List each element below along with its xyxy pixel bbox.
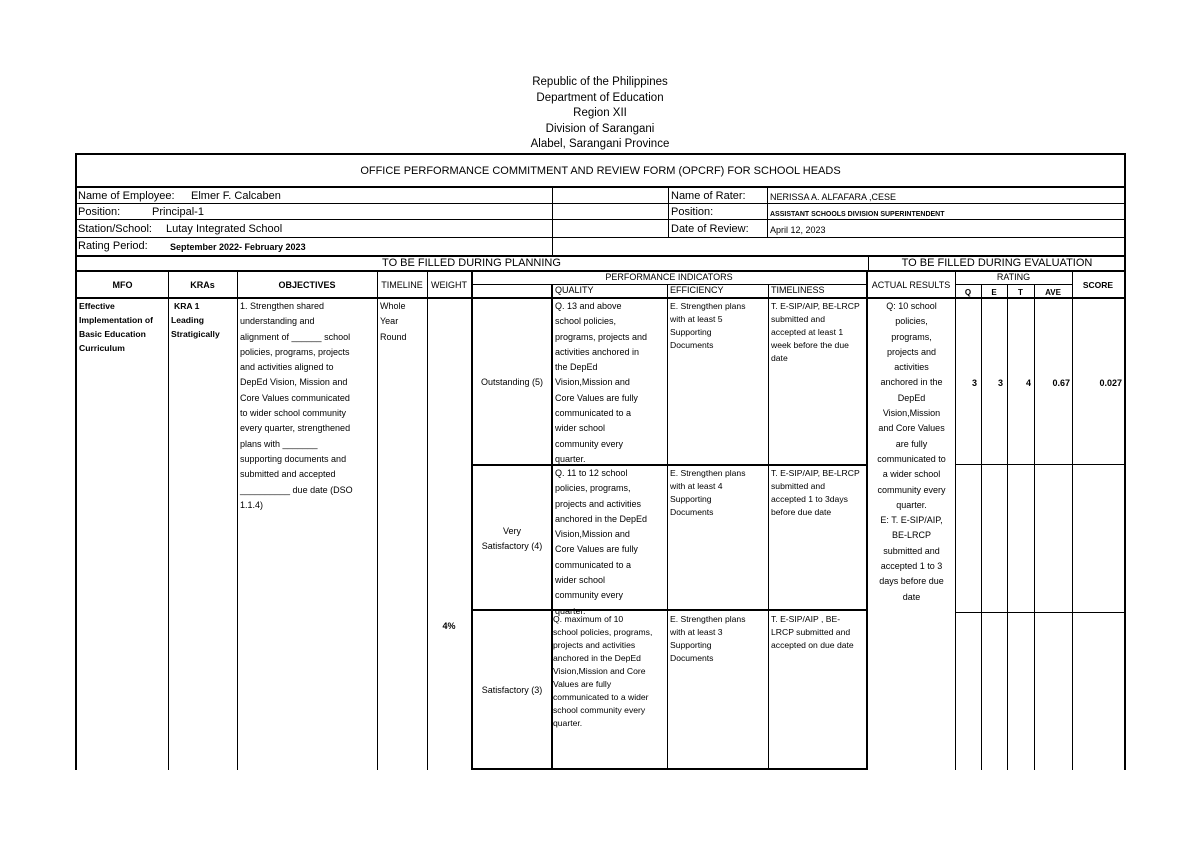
- col-timeline: TIMELINE: [381, 280, 423, 290]
- col-rating: RATING: [996, 272, 1031, 282]
- actual-results-cell: Q: 10 school policies, programs, projects and activities anchored in the DepEd Vision,Mission and Core Values are fully communicated to a wider school community every quarter. E: T. E-SIP/AIP, BE-LRCP submitted and accepted 1 to 3 days before due date: [877, 301, 946, 602]
- timeline-cell: Whole Year Round: [380, 301, 407, 342]
- col-quality: QUALITY: [555, 285, 594, 295]
- station-label: Station/School:: [78, 223, 152, 235]
- mfo-cell: Effective Implementation of Basic Education Curriculum: [79, 301, 154, 353]
- col-weight: WEIGHT: [431, 280, 467, 290]
- col-q: Q: [964, 288, 972, 297]
- rating-t-value: 4: [1025, 378, 1031, 388]
- weight-value: 4%: [442, 621, 456, 631]
- col-actual-results: ACTUAL RESULTS: [871, 280, 951, 290]
- header-department: Department of Education: [536, 91, 664, 104]
- kra-cell: KRA 1 Leading Stratigically: [171, 301, 220, 339]
- outstanding-efficiency: E. Strengthen plans with at least 5 Supporting Documents: [670, 301, 746, 350]
- very-satisfactory-efficiency: E. Strengthen plans with at least 4 Supporting Documents: [670, 468, 746, 517]
- col-t: T: [1018, 288, 1023, 297]
- outstanding-timeliness: T. E-SIP/AIP, BE-LRCP submitted and accepted at least 1 week before the due date: [771, 301, 860, 363]
- col-mfo: MFO: [112, 280, 133, 290]
- col-efficiency: EFFICIENCY: [670, 285, 724, 295]
- col-e: E: [991, 288, 997, 297]
- header-division: Division of Sarangani: [545, 122, 655, 135]
- rating-period-value: September 2022- February 2023: [170, 242, 306, 252]
- review-date-value: April 12, 2023: [770, 225, 826, 235]
- level-very-satisfactory-label: Very Satisfactory (4): [481, 526, 543, 552]
- col-ave: AVE: [1045, 288, 1061, 297]
- rating-e-value: 3: [997, 378, 1003, 388]
- document-header: [0, 75, 1200, 153]
- col-score: SCORE: [1082, 280, 1114, 290]
- satisfactory-timeliness: T. E-SIP/AIP , BE- LRCP submitted and accepted on due date: [771, 614, 854, 650]
- header-province: Alabel, Sarangani Province: [530, 138, 670, 150]
- very-satisfactory-timeliness: T. E-SIP/AIP, BE-LRCP submitted and accepted 1 to 3days before due date: [771, 468, 860, 517]
- score-value: 0.027: [1099, 378, 1122, 388]
- station-value: Lutay Integrated School: [166, 223, 283, 235]
- col-performance-indicators: PERFORMANCE INDICATORS: [605, 272, 733, 282]
- rating-ave-value: 0.67: [1052, 378, 1070, 388]
- review-date-label: Date of Review:: [671, 223, 749, 235]
- employee-label: Name of Employee:: [78, 190, 175, 202]
- evaluation-section-label: TO BE FILLED DURING EVALUATION: [901, 257, 1093, 269]
- satisfactory-efficiency: E. Strengthen plans with at least 3 Supporting Documents: [670, 614, 746, 663]
- col-kras: KRAs: [190, 280, 215, 290]
- employee-value: Elmer F. Calcaben: [191, 190, 281, 202]
- objectives-cell: 1. Strengthen shared understanding and alignment of ______ school policies, programs, projects and activities aligned to DepEd Vision, Mission and Core Values communicated to wider school community every quarter, strengthened plans with _______ supporting documents and submitted and accepted __________ due date (DSO 1.1.4): [240, 301, 353, 510]
- position-value: Principal-1: [152, 206, 204, 218]
- rater-label: Name of Rater:: [671, 190, 746, 202]
- satisfactory-quality: Q. maximum of 10 school policies, programs, projects and activities anchored in the DepEd Vision,Mission and Core Values are fully communicated to a wider school community every quarter.: [553, 614, 653, 728]
- header-region: Region XII: [573, 107, 627, 119]
- position-label: Position:: [78, 206, 121, 218]
- rater-position-value: ASSISTANT SCHOOLS DIVISION SUPERINTENDENT: [770, 211, 945, 218]
- level-satisfactory-label: Satisfactory (3): [481, 685, 543, 695]
- col-objectives: OBJECTIVES: [278, 280, 336, 290]
- very-satisfactory-quality: Q. 11 to 12 school policies, programs, projects and activities anchored in the DepEd Vision,Mission and Core Values are fully communicated to a wider school community every: [555, 468, 648, 601]
- rating-period-label: Rating Period:: [78, 240, 148, 252]
- rater-position-label: Position:: [671, 206, 714, 218]
- rater-value: NERISSA A. ALFAFARA ,CESE: [770, 192, 897, 202]
- header-republic: Republic of the Philippines: [532, 76, 668, 88]
- level-outstanding-label: Outstanding (5): [480, 377, 544, 387]
- outstanding-quality: Q. 13 and above school policies, programs, projects and activities anchored in the DepEd Vision,Mission and Core Values are fully communicated to a wider school community every quarter.: [555, 301, 648, 464]
- planning-section-label: TO BE FILLED DURING PLANNING: [382, 257, 561, 269]
- col-timeliness: TIMELINESS: [771, 285, 825, 295]
- form-title: OFFICE PERFORMANCE COMMITMENT AND REVIEW FORM (OPCRF) FOR SCHOOL HEADS: [360, 165, 841, 177]
- rating-q-value: 3: [971, 378, 977, 388]
